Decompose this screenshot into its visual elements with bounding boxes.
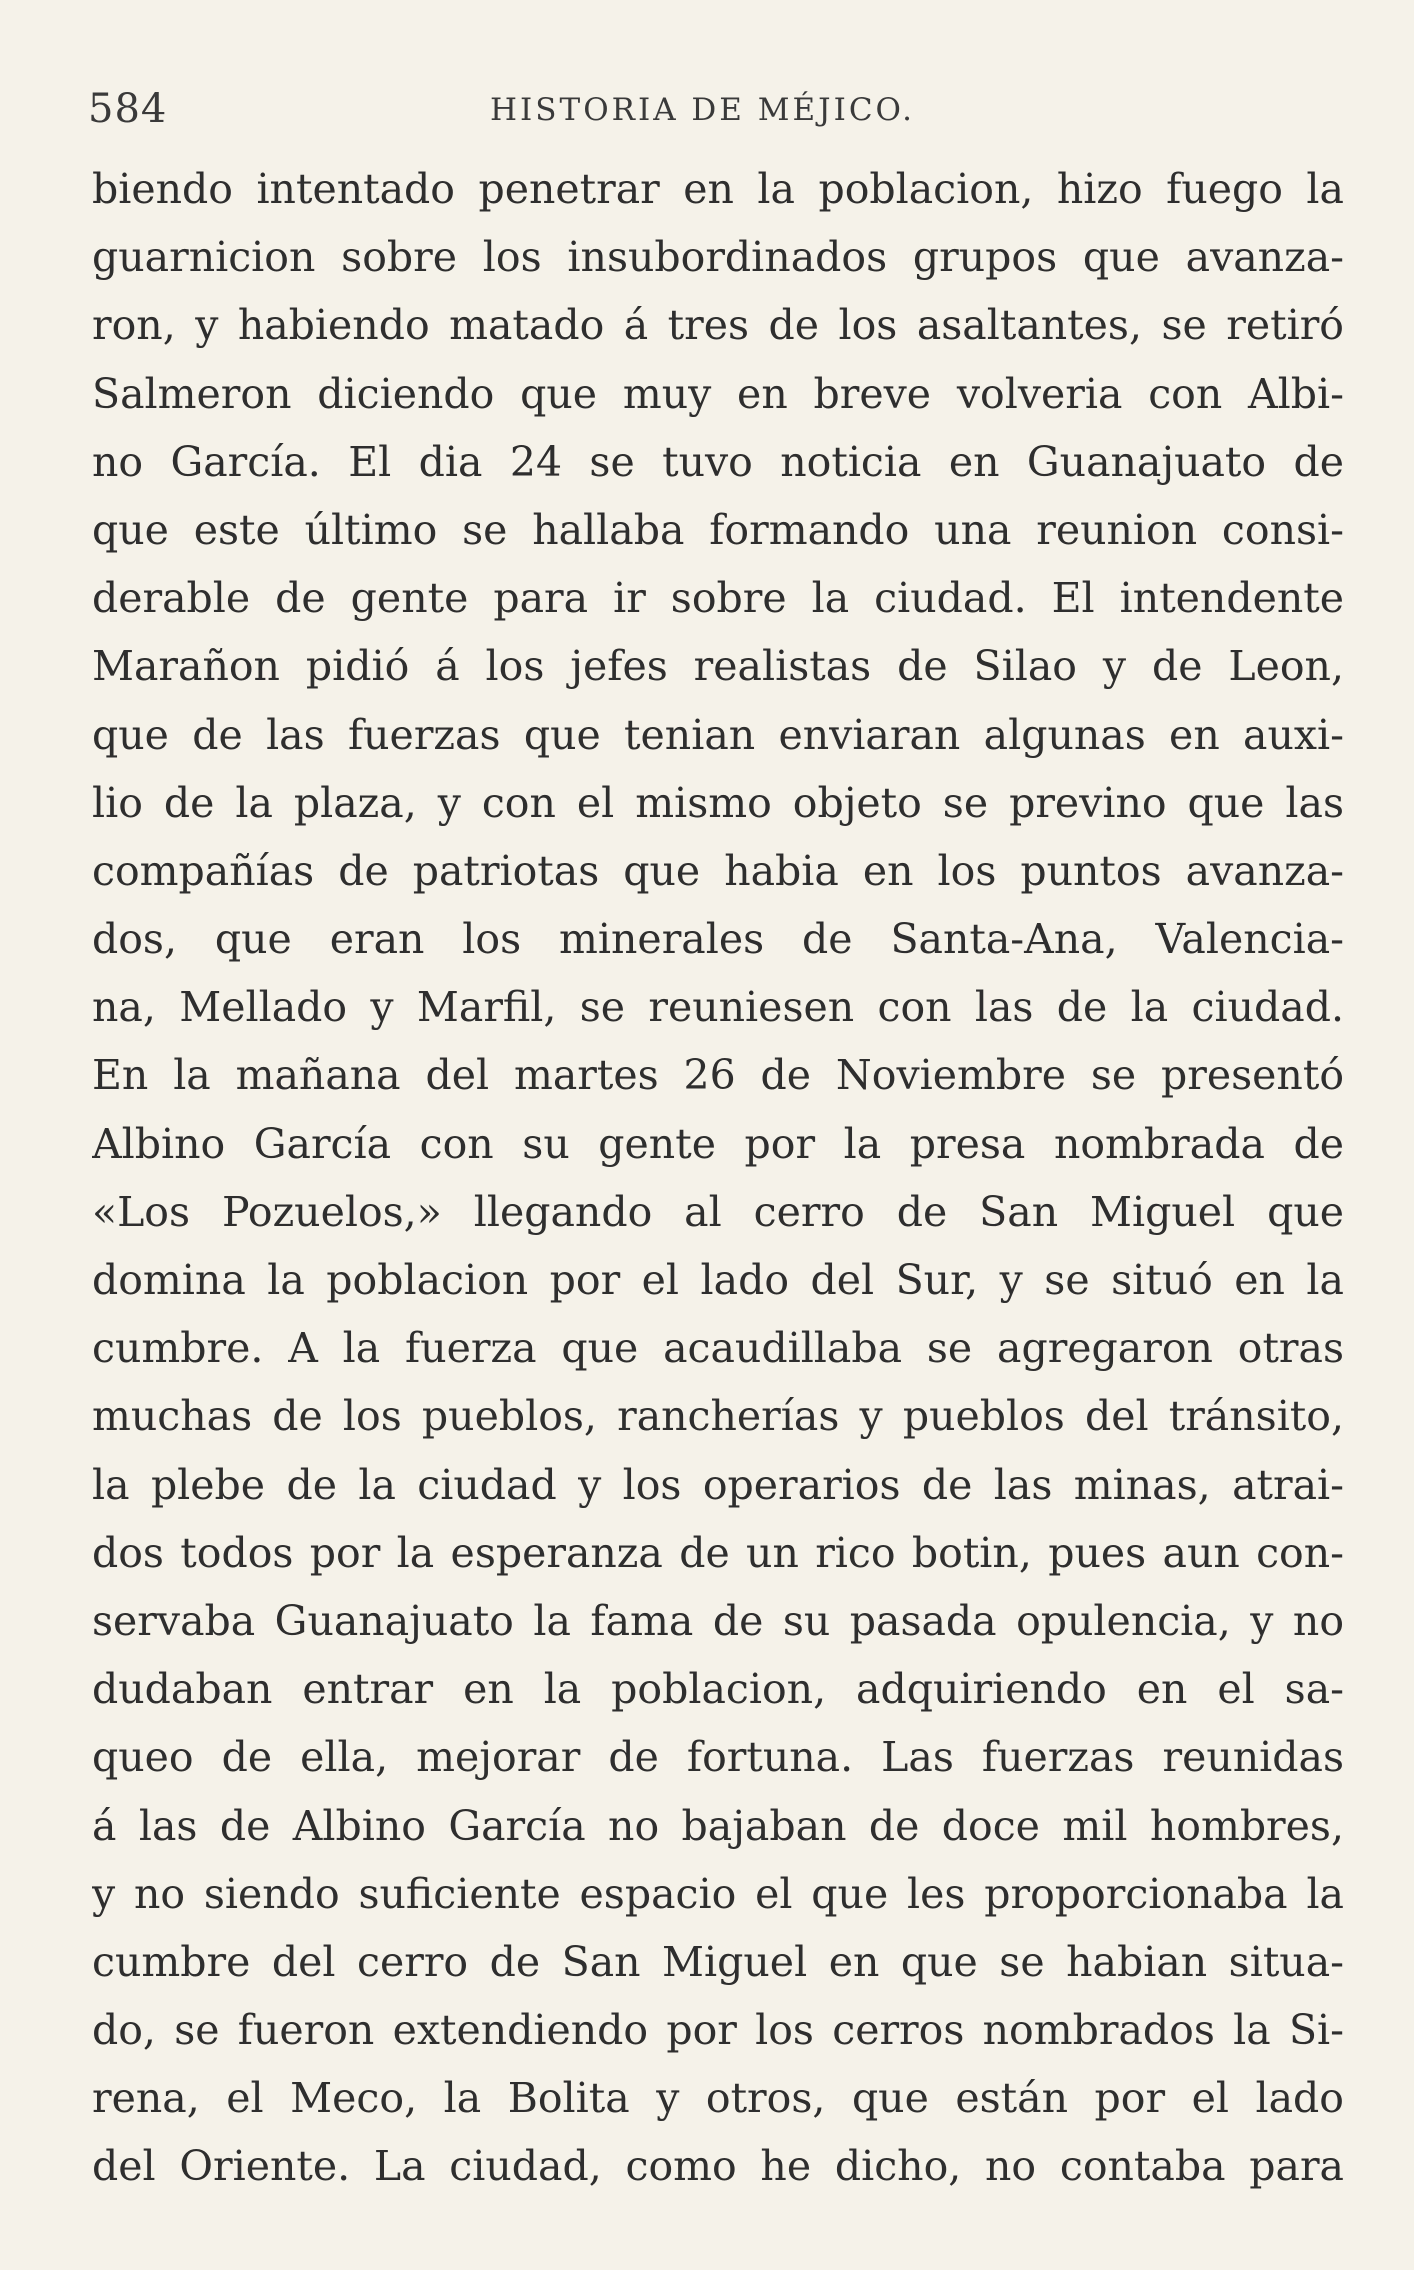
text-line: compañías de patriotas que habia en los puntos avanza- [92, 846, 1344, 895]
text-line: Salmeron diciendo que muy en breve volveria con Albi- [92, 369, 1344, 418]
text-line: domina la poblacion por el lado del Sur, y se situó en la [92, 1256, 1344, 1304]
text-line: na, Mellado y Marfil, se reuniesen con las de la ciudad. [92, 983, 1344, 1032]
text-line: guarnicion sobre los insubordinados grupos que avanza- [92, 233, 1344, 282]
text-line: cumbre. A la fuerza que acaudillaba se agregaron otras [92, 1324, 1344, 1373]
text-line: lio de la plaza, y con el mismo objeto se previno que las [92, 778, 1344, 827]
text-line: Albino García con su gente por la presa nombrada de [92, 1119, 1344, 1168]
text-line: á las de Albino García no bajaban de doce mil hombres, [92, 1801, 1344, 1850]
text-line: dudaban entrar en la poblacion, adquiriendo en el sa- [92, 1665, 1344, 1714]
text-line: En la mañana del martes 26 de Noviembre se presentó [92, 1051, 1344, 1100]
text-line: do, se fueron extendiendo por los cerros nombrados la Si- [92, 2006, 1344, 2055]
text-line: derable de gente para ir sobre la ciudad. El intendente [92, 574, 1344, 623]
page-number: 584 [88, 86, 168, 132]
text-line: cumbre del cerro de San Miguel en que se habian situa- [92, 1937, 1344, 1986]
text-line: la plebe de la ciudad y los operarios de las minas, atrai- [92, 1460, 1344, 1509]
body-text [92, 155, 1344, 2201]
text-line: ron, y habiendo matado á tres de los asaltantes, se retiró [92, 301, 1344, 350]
text-line: del Oriente. La ciudad, como he dicho, no contaba para [92, 2142, 1344, 2191]
text-line: Marañon pidió á los jefes realistas de Silao y de Leon, [92, 642, 1344, 691]
text-line: no García. El dia 24 se tuvo noticia en Guanajuato de [92, 437, 1344, 486]
text-line: rena, el Meco, la Bolita y otros, que están por el lado [92, 2074, 1344, 2123]
text-line: servaba Guanajuato la fama de su pasada opulencia, y no [92, 1596, 1344, 1645]
text-line: biendo intentado penetrar en la poblacion, hizo fuego la [92, 165, 1344, 213]
text-line: queo de ella, mejorar de fortuna. Las fuerzas reunidas [92, 1733, 1344, 1782]
text-line: dos todos por la esperanza de un rico botin, pues aun con- [92, 1528, 1344, 1577]
text-line: y no siendo suficiente espacio el que les proporcionaba la [92, 1869, 1344, 1918]
text-line: que este último se hallaba formando una reunion consi- [92, 505, 1344, 554]
text-line: «Los Pozuelos,» llegando al cerro de San Miguel que [92, 1187, 1344, 1236]
running-title: HISTORIA DE MÉJICO. [490, 92, 915, 128]
text-line: dos, que eran los minerales de Santa-Ana, Valencia- [92, 915, 1344, 964]
text-line: muchas de los pueblos, rancherías y pueblos del tránsito, [92, 1392, 1344, 1441]
text-line: que de las fuerzas que tenian enviaran algunas en auxi- [92, 710, 1344, 759]
